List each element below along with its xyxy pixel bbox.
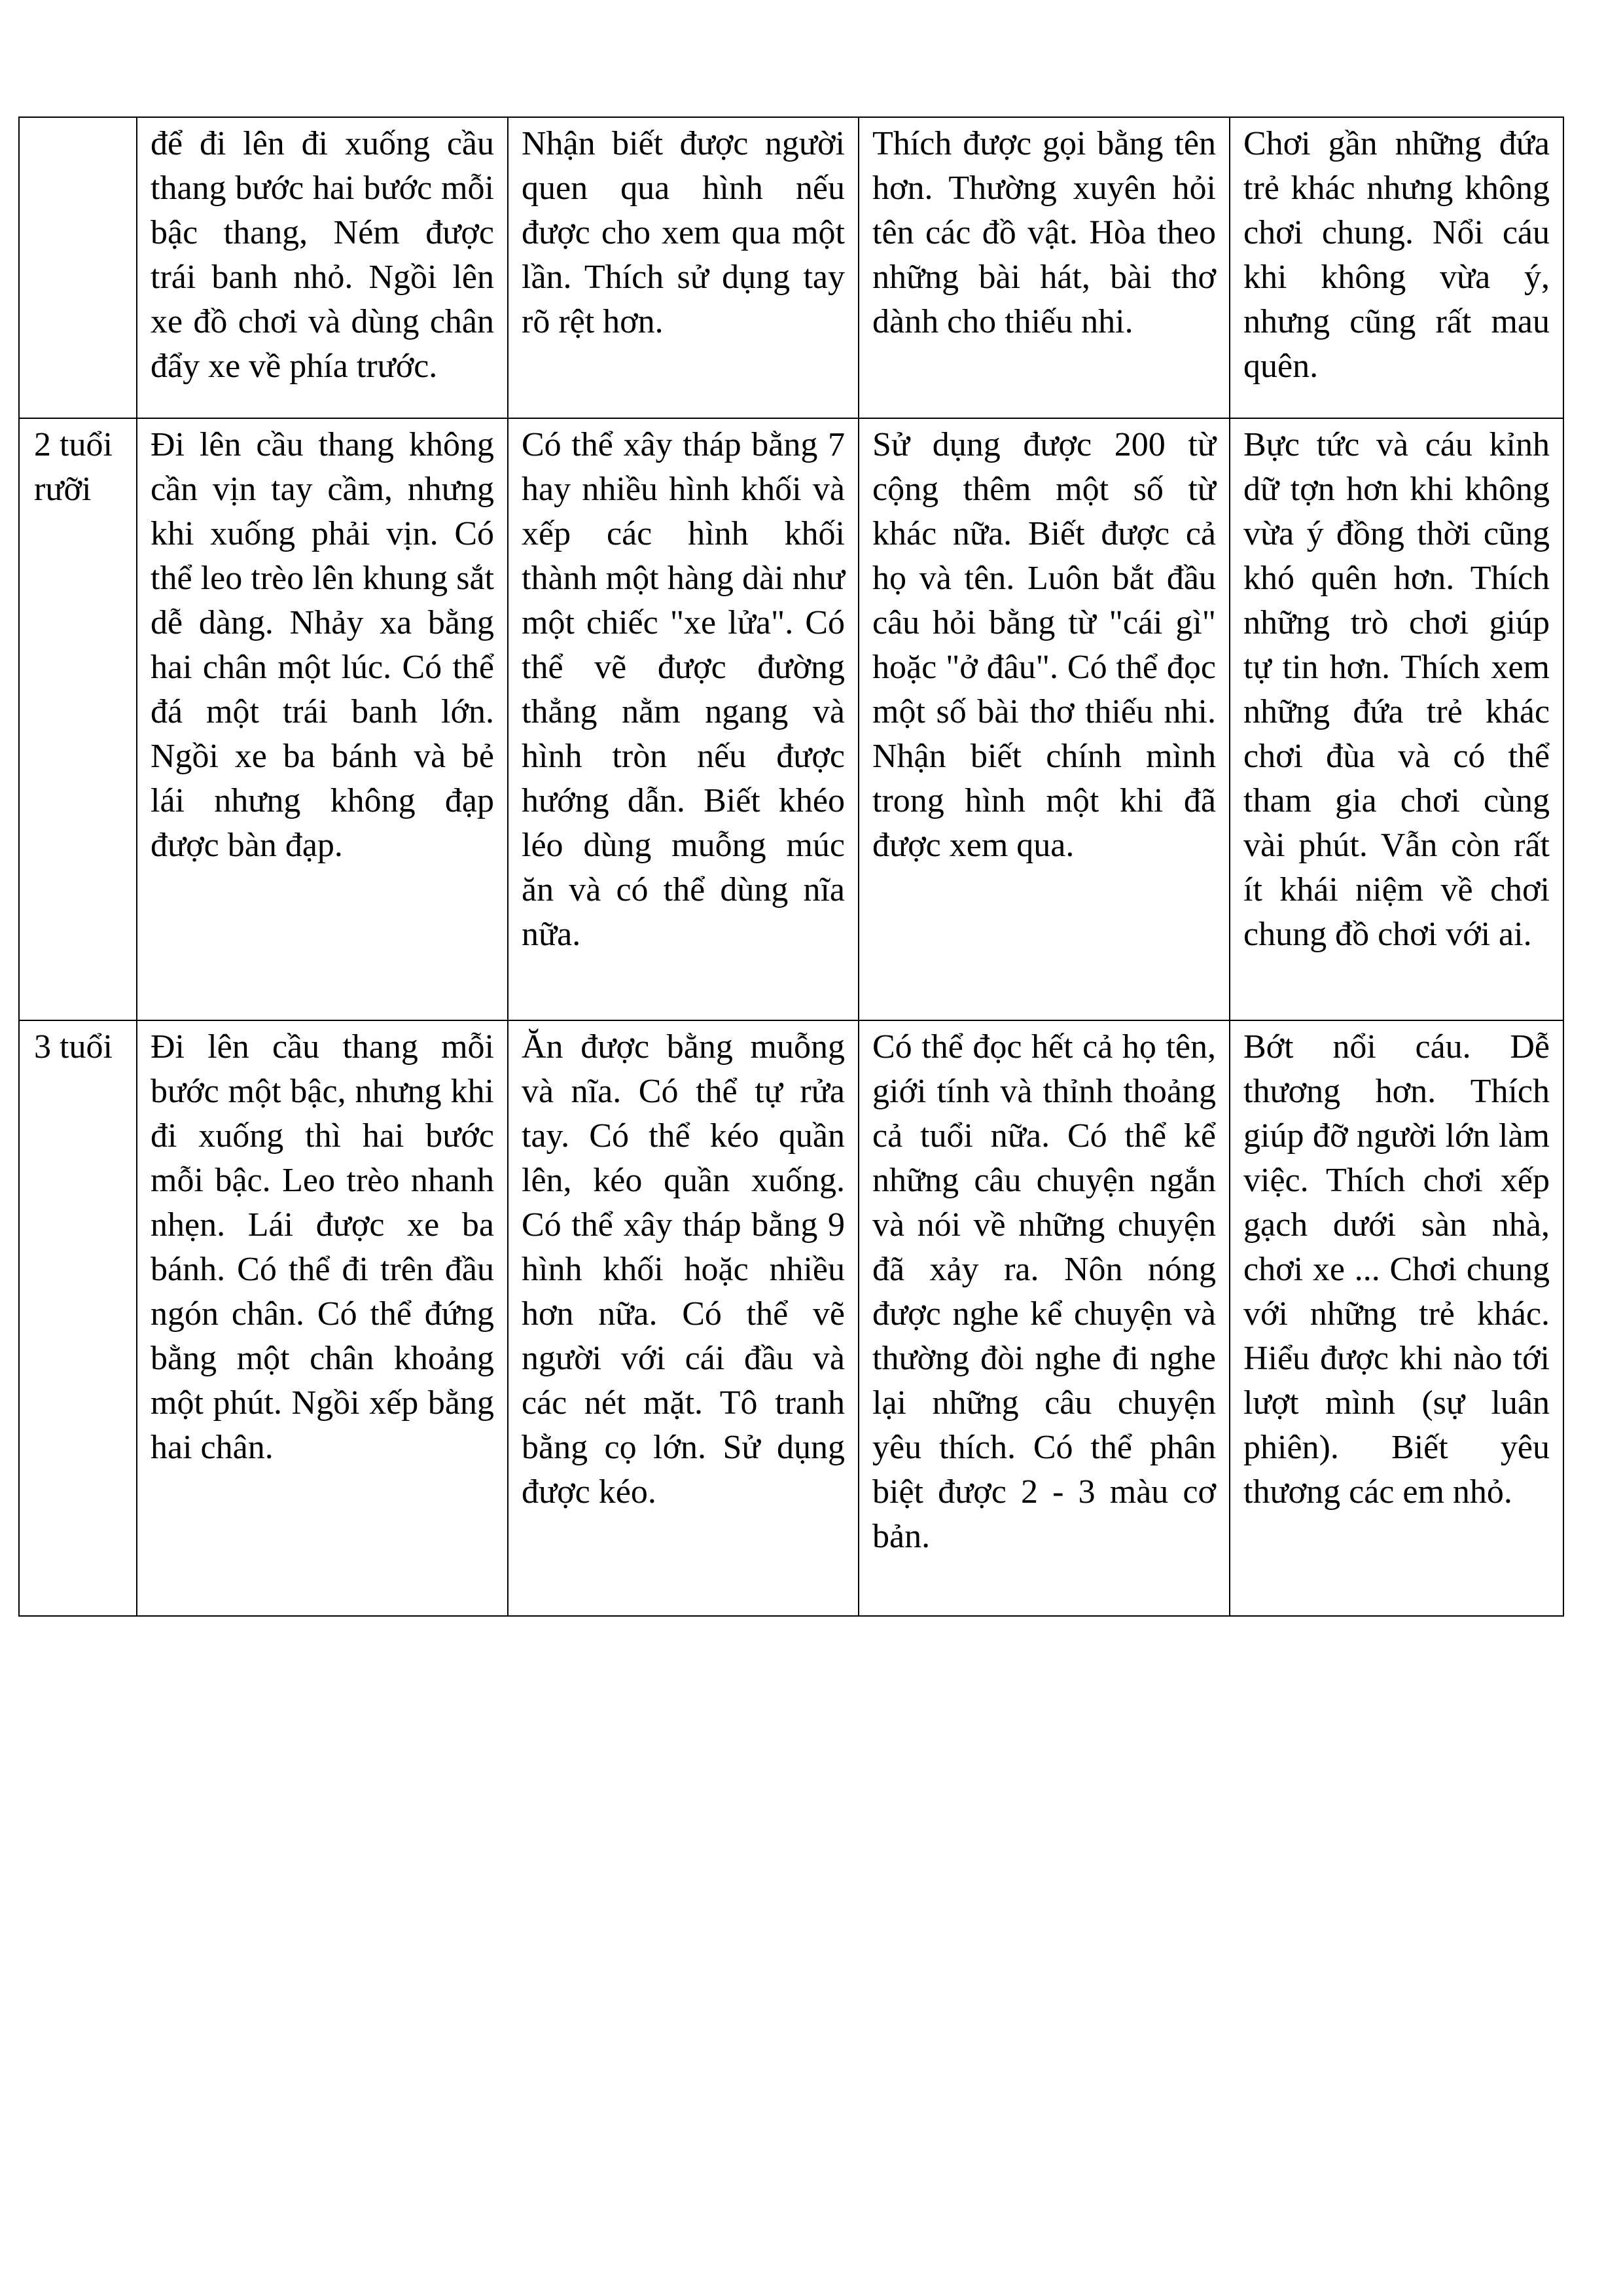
hand-skills-cell: Ăn được bằng muỗng và nĩa. Có thể tự rửa tay. Có thể kéo quần lên, kéo quần xuống. Có thể xây tháp bằng 9 hình khối hoặc nhiều hơn nữa. Có thể vẽ người với cái đầu và các nét mặt. Tô tranh bằng cọ lớn. Sử dụng được kéo. [508, 1020, 859, 1616]
age-cell: 2 tuổi rưỡi [19, 418, 137, 1020]
language-cell: Có thể đọc hết cả họ tên, giới tính và thỉnh thoảng cả tuổi nữa. Có thể kể những câu chuyện ngắn và nói về những chuyện đã xảy ra. Nôn nóng được nghe kể chuyện và thường đòi nghe đi nghe lại những câu chuyện yêu thích. Có thể phân biệt được 2 - 3 màu cơ bản. [859, 1020, 1230, 1616]
motor-skills-cell: Đi lên cầu thang mỗi bước một bậc, nhưng khi đi xuống thì hai bước mỗi bậc. Leo trèo nhanh nhẹn. Lái được xe ba bánh. Có thể đi trên đầu ngón chân. Có thể đứng bằng một chân khoảng một phút. Ngồi xếp bằng hai chân. [137, 1020, 508, 1616]
motor-skills-cell: để đi lên đi xuống cầu thang bước hai bước mỗi bậc thang, Ném được trái banh nhỏ. Ngồi lên xe đồ chơi và dùng chân đẩy xe về phía trước. [137, 117, 508, 418]
social-cell: Chơi gần những đứa trẻ khác nhưng không chơi chung. Nổi cáu khi không vừa ý, nhưng cũng rất mau quên. [1230, 117, 1563, 418]
development-table [18, 117, 1564, 1617]
age-cell: 3 tuổi [19, 1020, 137, 1616]
table-row [19, 117, 1563, 418]
social-cell: Bực tức và cáu kỉnh dữ tợn hơn khi không vừa ý đồng thời cũng khó quên hơn. Thích những trò chơi giúp tự tin hơn. Thích xem những đứa trẻ khác chơi đùa và có thể tham gia chơi cùng vài phút. Vẫn còn rất ít khái niệm về chơi chung đồ chơi với ai. [1230, 418, 1563, 1020]
table-row [19, 418, 1563, 1020]
language-cell: Sử dụng được 200 từ cộng thêm một số từ khác nữa. Biết được cả họ và tên. Luôn bắt đầu câu hỏi bằng từ "cái gì" hoặc "ở đâu". Có thể đọc một số bài thơ thiếu nhi. Nhận biết chính mình trong hình một khi đã được xem qua. [859, 418, 1230, 1020]
motor-skills-cell: Đi lên cầu thang không cần vịn tay cầm, nhưng khi xuống phải vịn. Có thể leo trèo lên khung sắt dễ dàng. Nhảy xa bằng hai chân một lúc. Có thể đá một trái banh lớn. Ngồi xe ba bánh và bẻ lái nhưng không đạp được bàn đạp. [137, 418, 508, 1020]
social-cell: Bớt nổi cáu. Dễ thương hơn. Thích giúp đỡ người lớn làm việc. Thích chơi xếp gạch dưới sàn nhà, chơi xe ... Chơi chung với những trẻ khác. Hiểu được khi nào tới lượt mình (sự luân phiên). Biết yêu thương các em nhỏ. [1230, 1020, 1563, 1616]
age-cell [19, 117, 137, 418]
language-cell: Thích được gọi bằng tên hơn. Thường xuyên hỏi tên các đồ vật. Hòa theo những bài hát, bài thơ dành cho thiếu nhi. [859, 117, 1230, 418]
hand-skills-cell: Nhận biết được người quen qua hình nếu được cho xem qua một lần. Thích sử dụng tay rõ rệt hơn. [508, 117, 859, 418]
hand-skills-cell: Có thể xây tháp bằng 7 hay nhiều hình khối và xếp các hình khối thành một hàng dài như một chiếc "xe lửa". Có thể vẽ được đường thẳng nằm ngang và hình tròn nếu được hướng dẫn. Biết khéo léo dùng muỗng múc ăn và có thể dùng nĩa nữa. [508, 418, 859, 1020]
table-row [19, 1020, 1563, 1616]
